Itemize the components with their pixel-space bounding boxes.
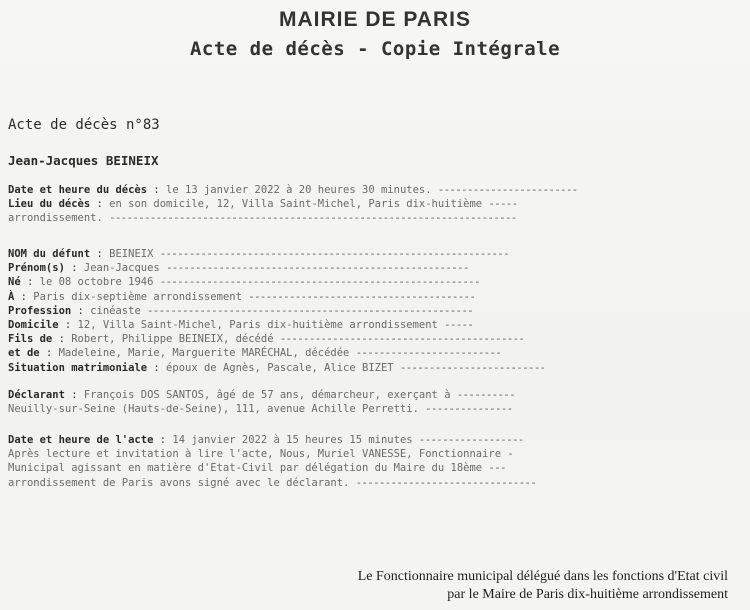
a-line: À : Paris dix-septième arrondissement --------------------------------------- <box>8 290 476 303</box>
domicile-label: Domicile <box>8 318 59 331</box>
prenom-line: Prénom(s) : Jean-Jacques ---------------------------------------------------- <box>8 262 469 275</box>
fils-line: Fils de : Robert, Philippe BEINEIX, décédé ------------------------------------------ <box>8 333 525 346</box>
defunt-section <box>8 247 638 375</box>
fils-value: Robert, Philippe BEINEIX, décédé <box>71 333 274 346</box>
prenom-value: Jean-Jacques <box>83 262 160 275</box>
a-label: À <box>8 290 15 303</box>
acte-text-4: arrondissement de Paris avons signé avec le déclarant. <box>8 476 350 489</box>
ne-value: le 08 octobre 1946 <box>39 276 154 289</box>
date-deces-line: Date et heure du décès : le 13 janvier 2022 à 20 heures 30 minutes. ------------------------ <box>8 184 578 196</box>
ne-label: Né <box>8 276 21 289</box>
profession-label: Profession <box>8 304 72 317</box>
domicile-value: 12, Villa Saint-Michel, Paris dix-huitième arrondissement <box>77 318 438 331</box>
ne-line: Né : le 08 octobre 1946 ------------------------------------------------------- <box>8 276 480 289</box>
acte-date-label: Date et heure de l'acte <box>8 434 154 446</box>
deceased-name: Jean-Jacques BEINEIX <box>8 153 159 168</box>
lieu-deces-cont: arrondissement. <box>8 212 103 225</box>
deces-section <box>8 183 638 226</box>
profession-line: Profession : cinéaste -------------------------------------------------------- <box>8 304 474 317</box>
lieu-deces-label: Lieu du décès <box>8 198 91 211</box>
declarant-label: Déclarant <box>8 389 65 401</box>
signature-block <box>358 568 728 604</box>
situation-value: époux de Agnès, Pascale, Alice BIZET <box>166 361 394 374</box>
acte-text-3: Municipal agissant en matière d'Etat-Civil par délégation du Maire du 18ème <box>8 462 483 475</box>
declarant-cont: Neuilly-sur-Seine (Hauts-de-Seine), 111, avenue Achille Perretti. <box>8 403 419 416</box>
acte-date-value: 14 janvier 2022 à 15 heures 15 minutes <box>172 434 413 446</box>
declarant-line: Déclarant : François DOS SANTOS, âgé de 57 ans, démarcheur, exerçant à ---------- <box>8 389 516 401</box>
etde-label: et de <box>8 347 40 360</box>
situation-label: Situation matrimoniale <box>8 361 148 374</box>
signature-line-1: Le Fonctionnaire municipal délégué dans les fonctions d'Etat civil <box>357 569 728 584</box>
profession-value: cinéaste <box>90 304 141 317</box>
acte-text-line-3: Municipal agissant en matière d'Etat-Civil par délégation du Maire du 18ème --- <box>8 462 506 475</box>
declarant-cont-line: Neuilly-sur-Seine (Hauts-de-Seine), 111, avenue Achille Perretti. --------------- <box>8 403 513 416</box>
etde-line: et de : Madeleine, Marie, Marguerite MARÉCHAL, décédée ------------------------- <box>8 347 502 360</box>
acte-text-line-4: arrondissement de Paris avons signé avec le déclarant. ------------------------------- <box>8 476 537 489</box>
date-deces-label: Date et heure du décès <box>8 184 148 196</box>
prenom-label: Prénom(s) <box>8 262 65 275</box>
acte-date-section <box>8 433 638 490</box>
declarant-value: François DOS SANTOS, âgé de 57 ans, démarcheur, exerçant à <box>83 389 451 401</box>
acte-text-2: Après lecture et invitation à lire l'acte, Nous, Muriel VANESSE, Fonctionnaire <box>8 448 502 461</box>
document-subtitle: Acte de décès - Copie Intégrale <box>189 38 561 60</box>
etde-value: Madeleine, Marie, Marguerite MARÉCHAL, décédée <box>58 347 350 360</box>
domicile-line: Domicile : 12, Villa Saint-Michel, Paris dix-huitième arrondissement ----- <box>8 318 474 331</box>
acte-number: Acte de décès n°83 <box>8 117 160 133</box>
situation-line: Situation matrimoniale : époux de Agnès, Pascale, Alice BIZET ------------------------- <box>8 361 546 374</box>
declarant-section <box>8 388 638 416</box>
nom-line: NOM du défunt : BEINEIX ------------------------------------------------------------ <box>8 248 510 260</box>
nom-label: NOM du défunt <box>8 248 91 260</box>
signature-line-2: par le Maire de Paris dix-huitième arrondissement <box>447 587 728 602</box>
fils-label: Fils de <box>8 333 53 346</box>
lieu-deces-line: Lieu du décès : en son domicile, 12, Villa Saint-Michel, Paris dix-huitième ----- <box>8 198 518 211</box>
document-title: MAIRIE DE PARIS <box>279 8 471 31</box>
acte-date-line: Date et heure de l'acte : 14 janvier 2022 à 15 heures 15 minutes ------------------ <box>8 434 524 446</box>
acte-text-line-2: Après lecture et invitation à lire l'acte, Nous, Muriel VANESSE, Fonctionnaire - <box>8 448 514 461</box>
nom-value: BEINEIX <box>109 248 154 260</box>
a-value: Paris dix-septième arrondissement <box>33 290 242 303</box>
date-deces-value: le 13 janvier 2022 à 20 heures 30 minutes. <box>166 184 432 196</box>
lieu-deces-value: en son domicile, 12, Villa Saint-Michel, Paris dix-huitième <box>109 198 483 211</box>
lieu-deces-cont-line: arrondissement. ---------------------------------------------------------------------- <box>8 212 517 225</box>
